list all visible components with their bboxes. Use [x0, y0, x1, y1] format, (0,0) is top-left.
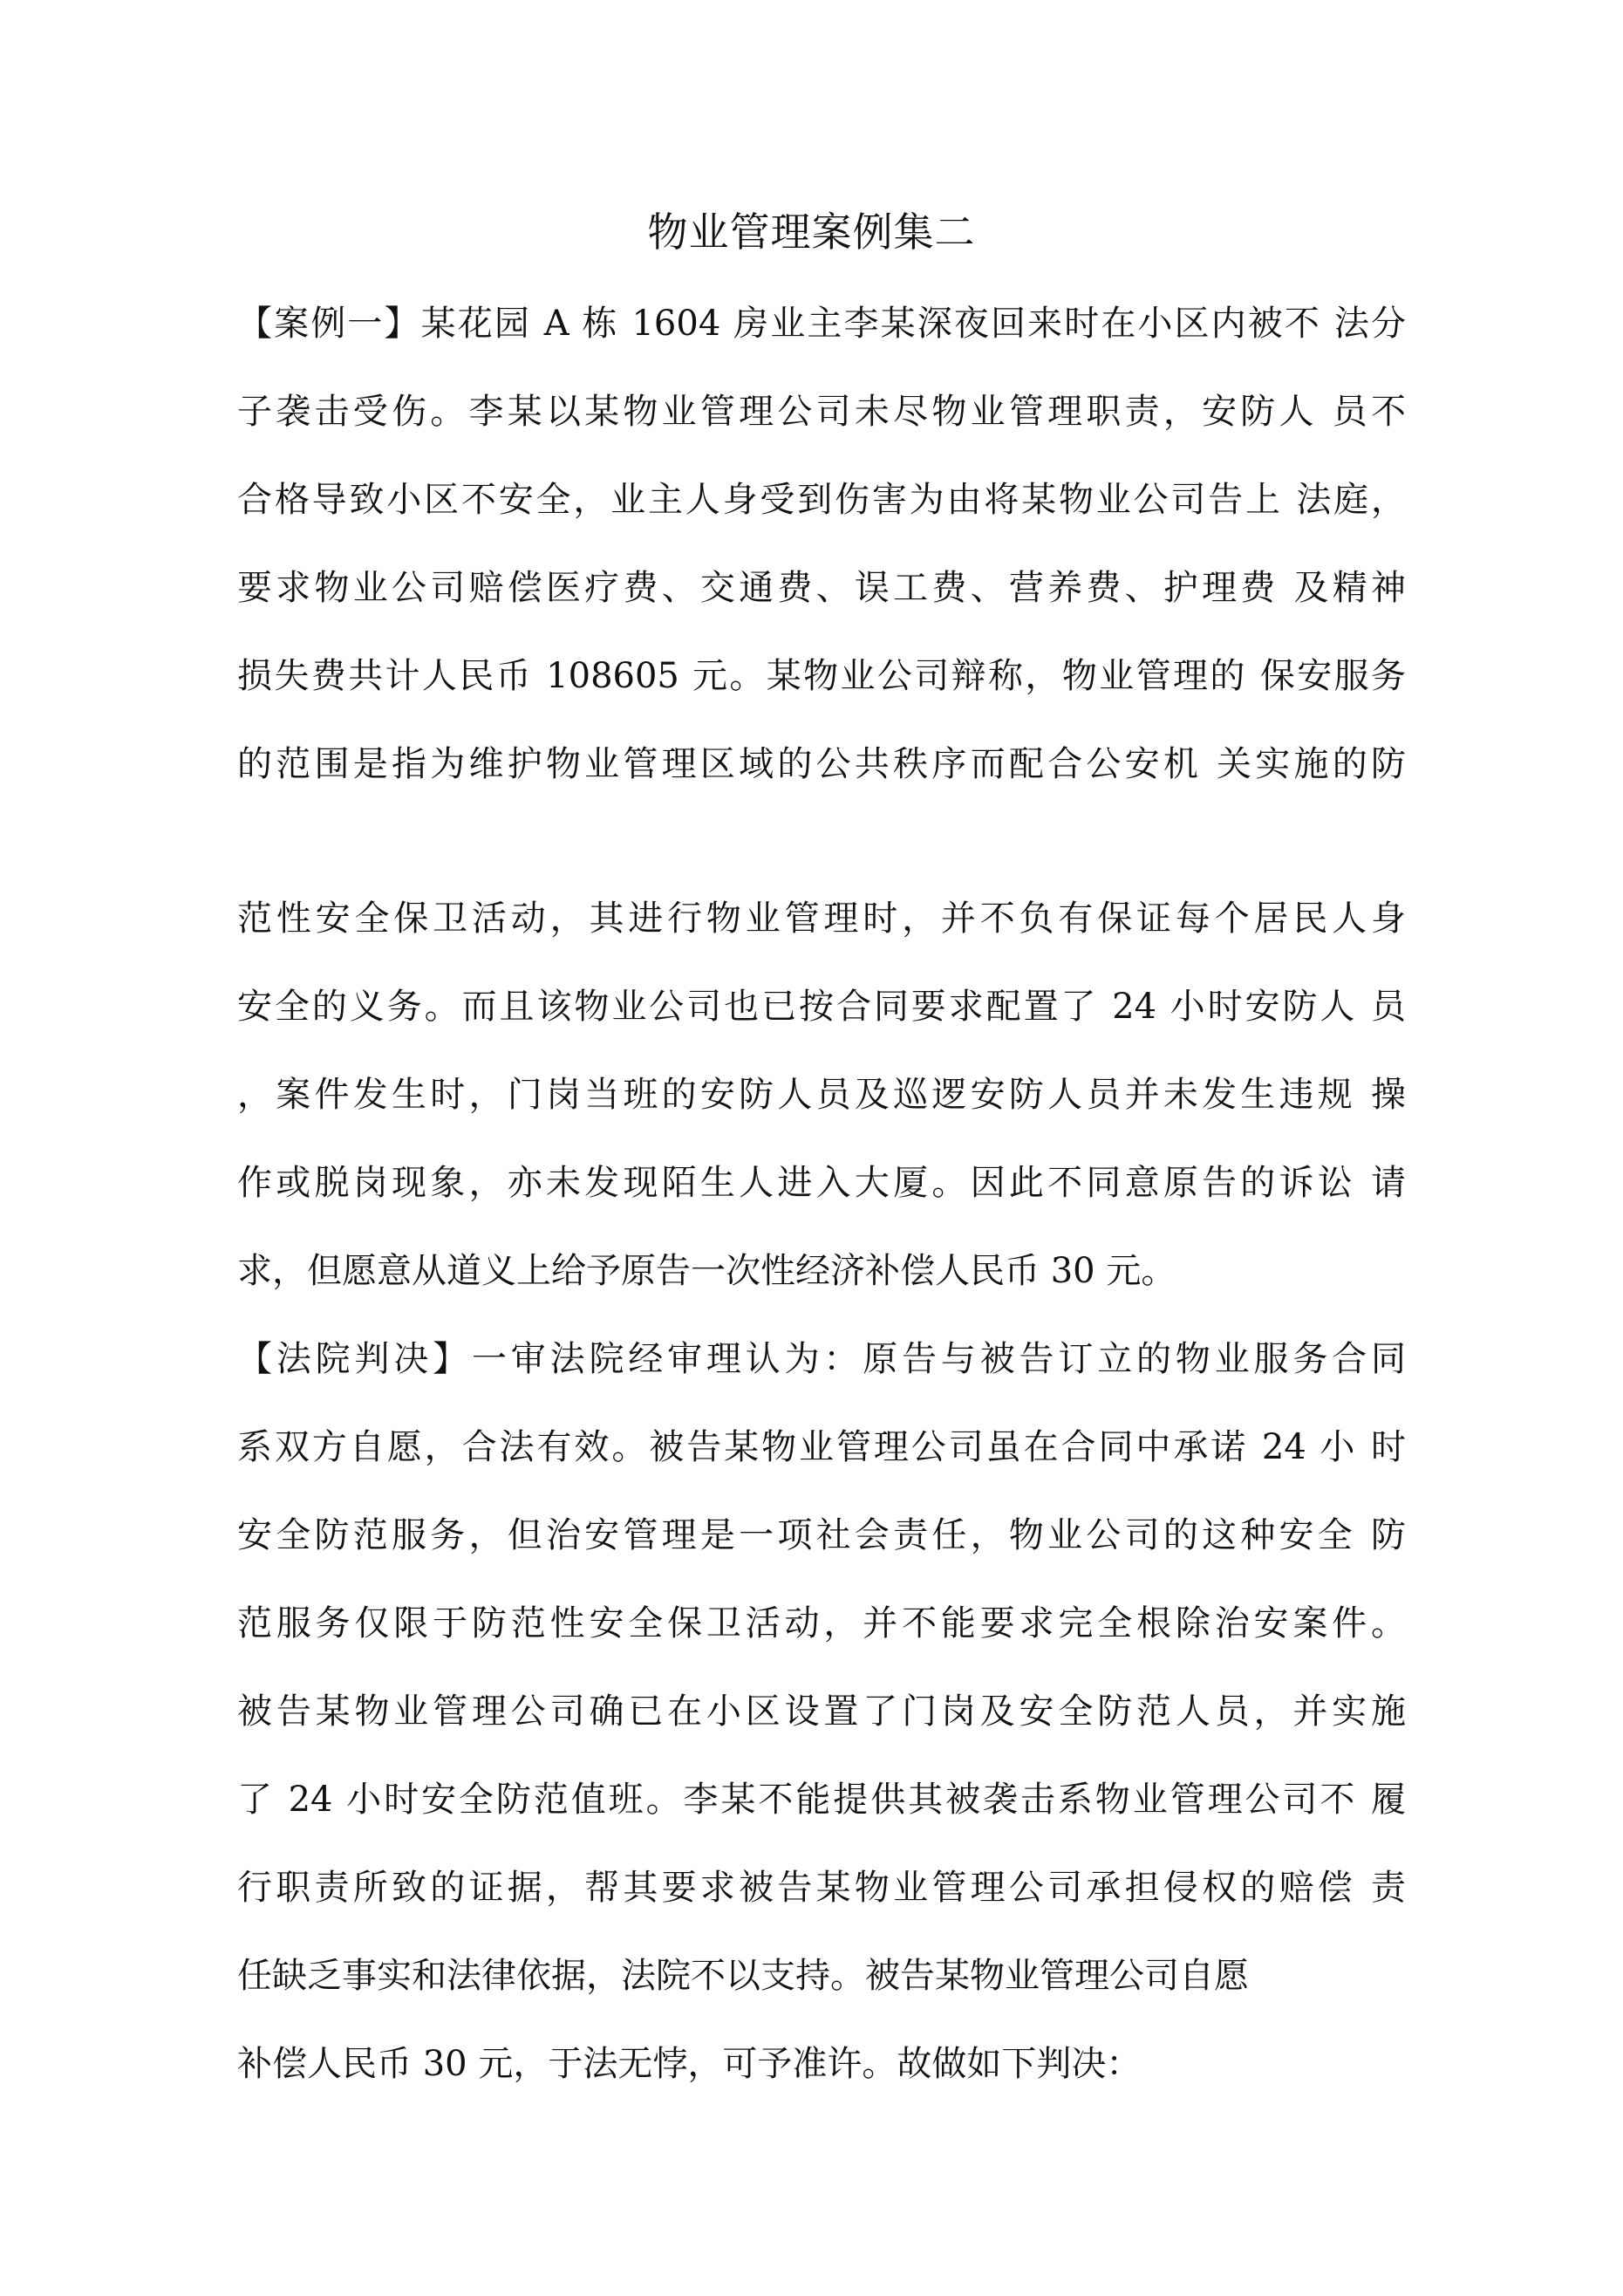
paragraph-line: 行职责所致的证据，帮其要求被告某物业管理公司承担侵权的赔偿 责 [237, 1868, 1406, 1908]
paragraph-line: 损失费共计人民币 108605 元。某物业公司辩称，物业管理的 保安服务 [237, 656, 1406, 696]
paragraph-line: 系双方自愿，合法有效。被告某物业管理公司虽在合同中承诺 24 小 时 [237, 1427, 1406, 1467]
paragraph-line: 要求物业公司赔偿医疗费、交通费、误工费、营养费、护理费 及精神 [237, 568, 1406, 608]
paragraph-line: 合格导致小区不安全，业主人身受到伤害为由将某物业公司告上 法庭， [237, 480, 1406, 520]
paragraph-line: 【案例一】某花园 A 栋 1604 房业主李某深夜回来时在小区内被不 法分 [237, 304, 1406, 344]
paragraph-line: ，案件发生时，门岗当班的安防人员及巡逻安防人员并未发生违规 操 [237, 1075, 1406, 1115]
paragraph-line: 【法院判决】一审法院经审理认为：原告与被告订立的物业服务合同 [237, 1339, 1406, 1379]
paragraph-line: 范服务仅限于防范性安全保卫活动，并不能要求完全根除治安案件。 [237, 1603, 1406, 1643]
paragraph-line: 的范围是指为维护物业管理区域的公共秩序而配合公安机 关实施的防 [237, 744, 1406, 784]
paragraph-line: 被告某物业管理公司确已在小区设置了门岗及安全防范人员，并实施 [237, 1691, 1406, 1732]
paragraph-line: 作或脱岗现象，亦未发现陌生人进入大厦。因此不同意原告的诉讼 请 [237, 1163, 1406, 1203]
paragraph-line: 安全的义务。而且该物业公司也已按合同要求配置了 24 小时安防人 员 [237, 987, 1406, 1027]
paragraph-line: 了 24 小时安全防范值班。李某不能提供其被袭击系物业管理公司不 履 [237, 1780, 1406, 1820]
paragraph-line: 求，但愿意从道义上给予原告一次性经济补偿人民币 30 元。 [237, 1251, 1176, 1291]
paragraph-line: 任缺乏事实和法律依据，法院不以支持。被告某物业管理公司自愿 [237, 1956, 1249, 1996]
paragraph-line: 范性安全保卫活动，其进行物业管理时，并不负有保证每个居民人身 [237, 899, 1406, 939]
document-title: 物业管理案例集二 [647, 208, 976, 256]
paragraph-line: 补偿人民币 30 元，于法无悖，可予准许。故做如下判决： [237, 2044, 1142, 2084]
paragraph-line: 子袭击受伤。李某以某物业管理公司未尽物业管理职责，安防人 员不 [237, 392, 1406, 432]
paragraph-line: 安全防范服务，但治安管理是一项社会责任，物业公司的这种安全 防 [237, 1515, 1406, 1555]
